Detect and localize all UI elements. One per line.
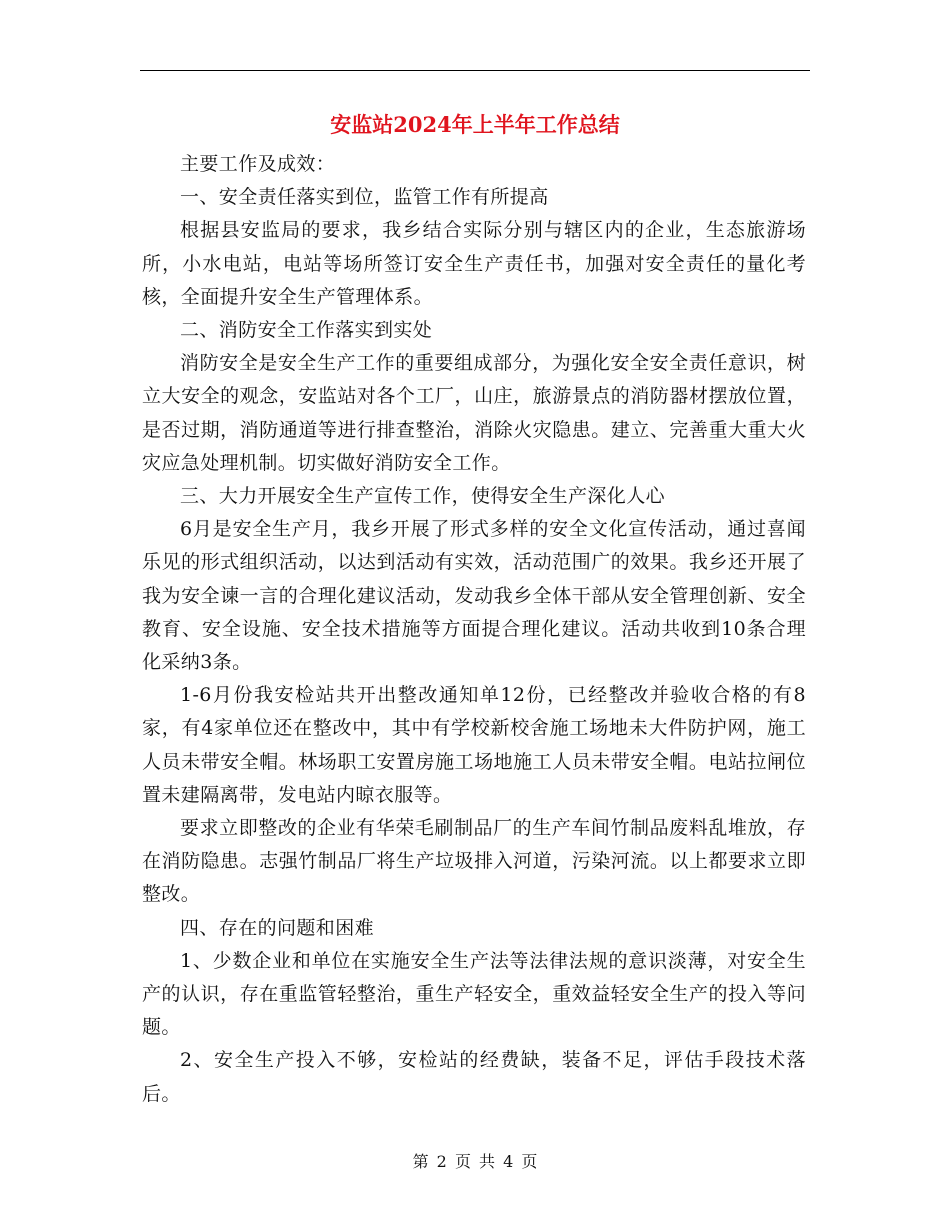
paragraph-fire-safety: 消防安全是安全生产工作的重要组成部分，为强化安全安全责任意识，树立大安全的观念，安监站对各个工厂，山庄，旅游景点的消防器材摆放位置，是否过期，消防通道等进行排查整治，消除火灾隐患。建立、完善重大重大火灾应急处理机制。切实做好消防安全工作。 [142,352,806,474]
paragraph-responsibility: 根据县安监局的要求，我乡结合实际分别与辖区内的企业，生态旅游场所，小水电站，电站等场所签订安全生产责任书，加强对安全责任的量化考核，全面提升安全生产管理体系。 [142,219,806,308]
header-rule [140,70,810,71]
paragraph-safety-month: 6月是安全生产月，我乡开展了形式多样的安全文化宣传活动，通过喜闻乐见的形式组织活动，以达到活动有实效，活动范围广的效果。我乡还开展了我为安全谏一言的合理化建议活动，发动我乡全体干部从安全管理创新、安全教育、安全设施、安全技术措施等方面提合理化建议。活动共收到10条合理化采纳3条。 [142,518,806,674]
paragraph-rectification: 1-6月份我安检站共开出整改通知单12份，已经整改并验收合格的有8家，有4家单位还在整改中，其中有学校新校舍施工场地未大件防护网，施工人员未带安全帽。林场职工安置房施工场地施工人员未带安全帽。电站拉闸位置未建隔离带，发电站内晾衣服等。 [142,684,806,806]
document-body [142,148,806,1111]
paragraph-problem-1: 1、少数企业和单位在实施安全生产法等法律法规的意识淡薄，对安全生产的认识，存在重监管轻整治，重生产轻安全，重效益轻安全生产的投入等问题。 [142,949,806,1039]
heading-section-1: 一、安全责任落实到位，监管工作有所提高 [180,186,549,209]
heading-section-2: 二、消防安全工作落实到实处 [180,319,433,342]
paragraph-problem-2: 2、安全生产投入不够，安检站的经费缺，装备不足，评估手段技术落后。 [142,1049,806,1105]
document-title: 安监站2024年上半年工作总结 [330,112,620,137]
page-number: 第 2 页 共 4 页 [412,1152,538,1171]
heading-section-4: 四、存在的问题和困难 [180,916,375,939]
paragraph-immediate-rectification: 要求立即整改的企业有华荣毛刷制品厂的生产车间竹制品废料乱堆放，存在消防隐患。志强竹制品厂将生产垃圾排入河道，污染河流。以上都要求立即整改。 [142,817,806,906]
section-intro: 主要工作及成效： [180,153,336,175]
heading-section-3: 三、大力开展安全生产宣传工作，使得安全生产深化人心 [180,485,666,508]
